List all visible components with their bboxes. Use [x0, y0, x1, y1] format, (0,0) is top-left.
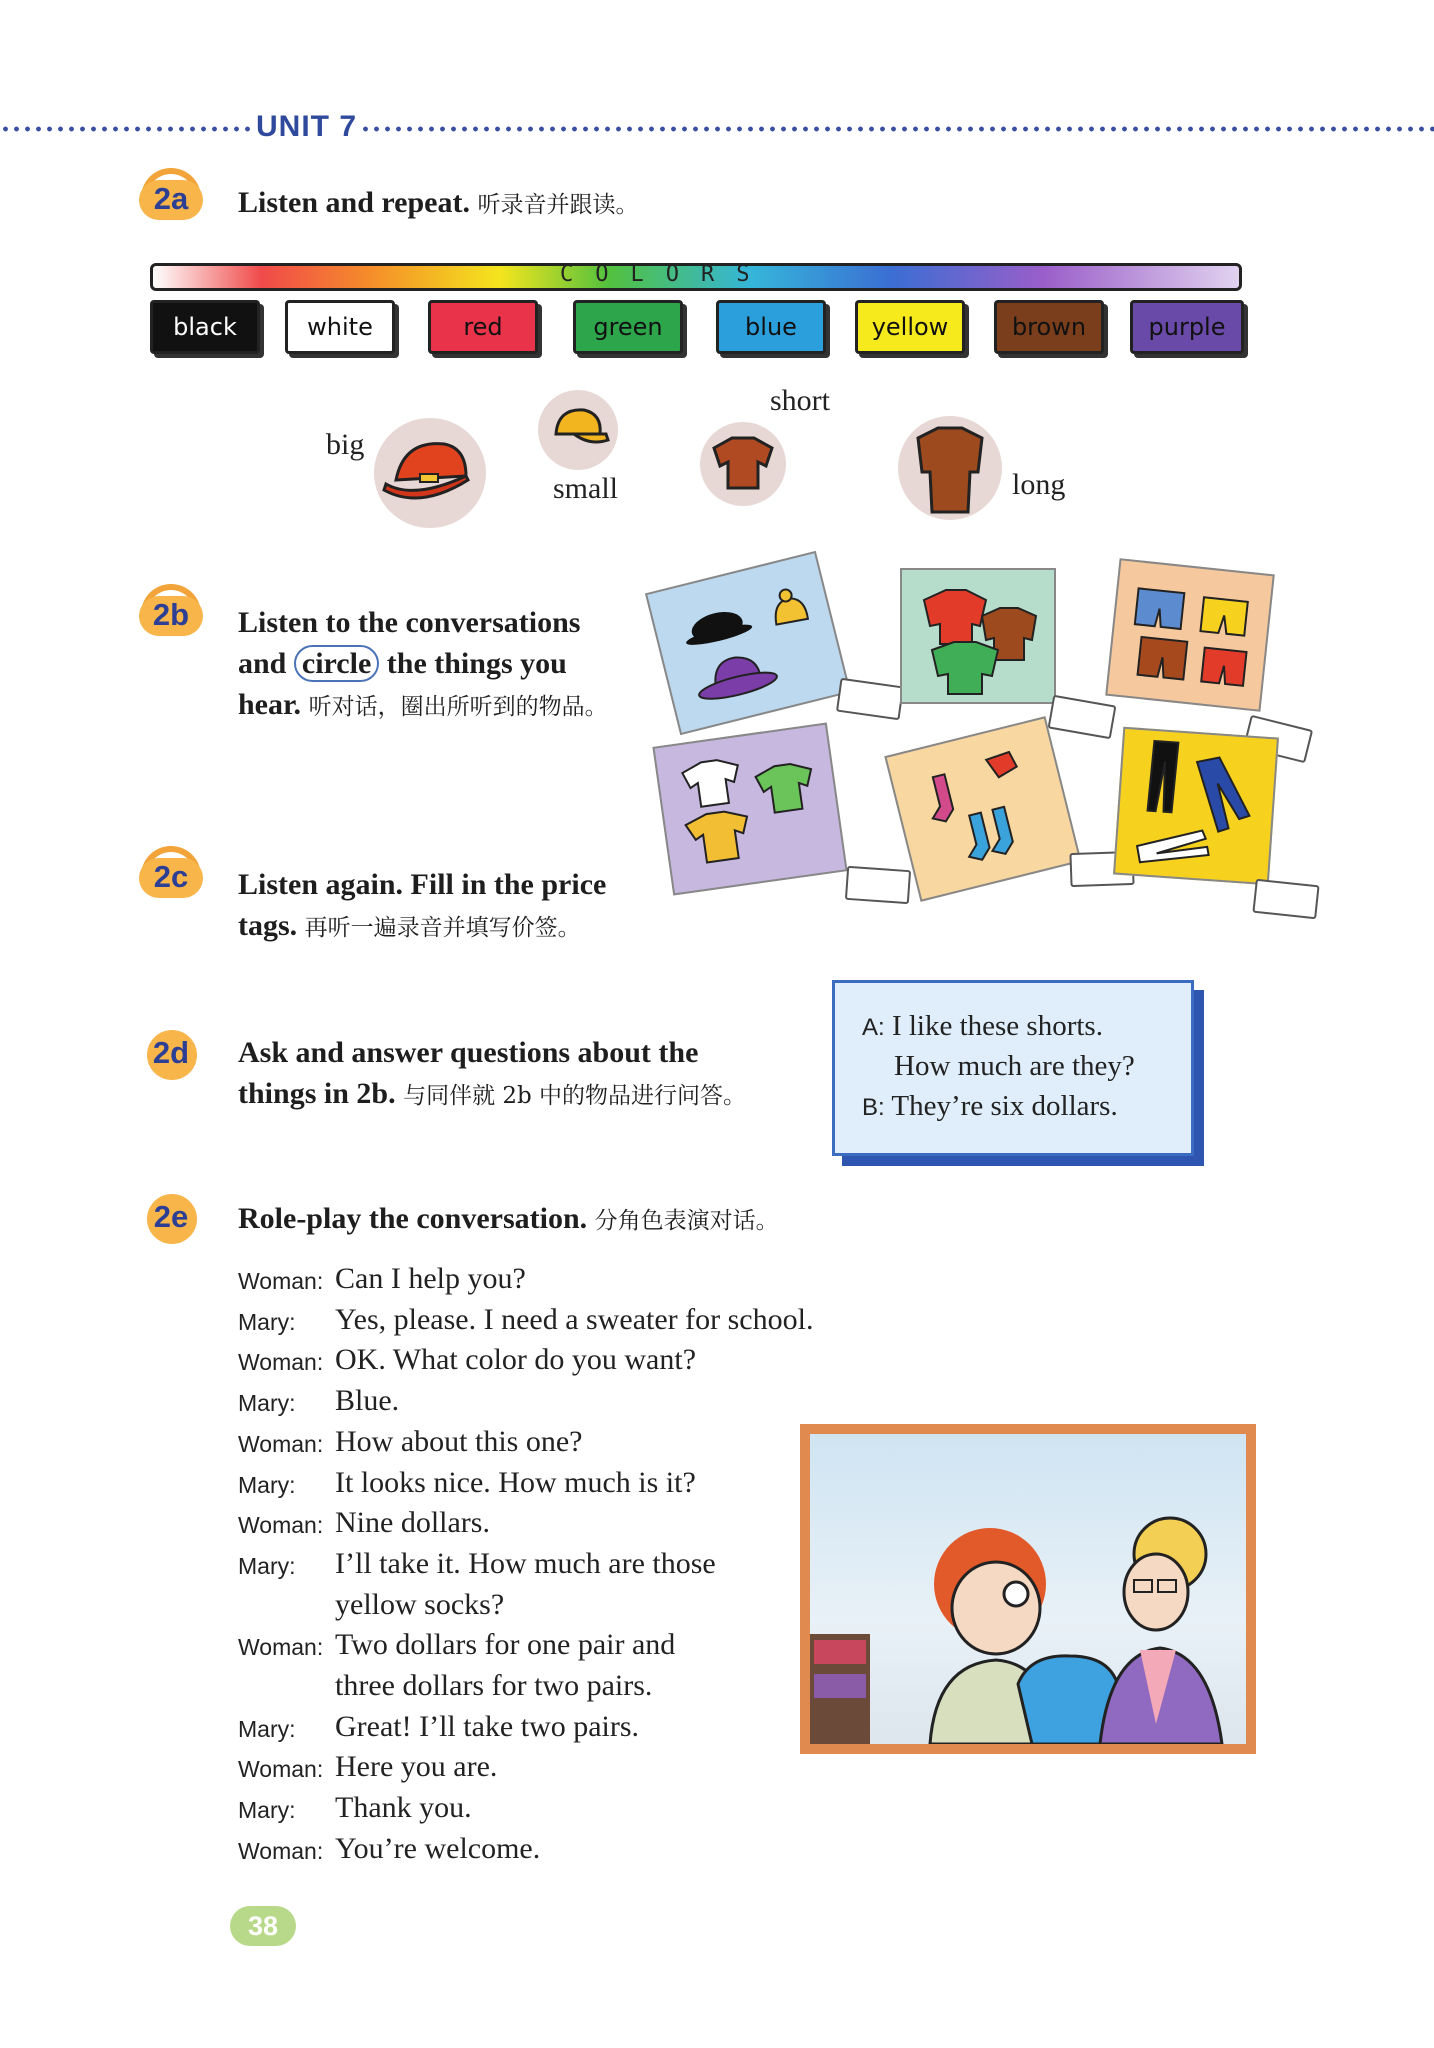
headphones-badge-2b: 2b: [133, 584, 209, 638]
dialogue-speaker: Mary:: [238, 1553, 296, 1579]
shorts-icon: [1107, 560, 1272, 709]
color-chip-brown: brown: [994, 300, 1104, 354]
colors-word: COLORS: [560, 262, 772, 287]
dialogue-line: Nine dollars.: [335, 1506, 490, 1539]
dialogue-speaker: Woman:: [238, 1634, 324, 1660]
size-label-long: long: [1012, 468, 1066, 501]
dialogue-speaker: Woman:: [238, 1756, 324, 1782]
circled-word: circle: [294, 645, 379, 682]
board-socks: [884, 716, 1081, 902]
headphones-badge-2c: 2c: [133, 846, 209, 900]
color-chip-green: green: [573, 300, 683, 354]
dialogue-speaker: Woman:: [238, 1349, 324, 1375]
dialogue-speaker: Mary:: [238, 1309, 296, 1335]
pants-icon: [1115, 729, 1277, 883]
shop-illustration: [800, 1424, 1256, 1754]
badge-2d: 2d: [133, 1028, 209, 1082]
dialogue-speaker: Woman:: [238, 1431, 324, 1457]
small-cap-picture: [538, 390, 618, 470]
dialogue-speaker: Woman:: [238, 1512, 324, 1538]
dialogue-line: How about this one?: [335, 1425, 583, 1458]
color-chip-yellow: yellow: [855, 300, 965, 354]
price-tag[interactable]: [836, 678, 904, 721]
board-sweaters: [900, 568, 1056, 704]
header-dotted-rule-left: [0, 126, 250, 132]
heading-2d: Ask and answer questions about the things in 2b. 与同伴就 2b 中的物品进行问答。: [238, 1036, 747, 1110]
dialogue-line: Can I help you?: [335, 1262, 526, 1295]
dialogue-line: Blue.: [335, 1384, 400, 1417]
heading-2b: Listen to the conversations and circle the things you hear. 听对话，圈出所听到的物品。: [238, 606, 608, 721]
color-chip-white: white: [285, 300, 395, 354]
dialogue-line: yellow socks?: [335, 1588, 505, 1621]
unit-title: UNIT 7: [256, 110, 358, 143]
dialogue-line: OK. What color do you want?: [335, 1343, 697, 1376]
badge-2e: 2e: [133, 1192, 209, 1246]
example-line-a: A: I like these shorts.: [862, 1010, 1103, 1042]
long-shirt-picture: [898, 416, 1002, 520]
board-shorts: [1105, 558, 1275, 712]
dialogue-line: Thank you.: [335, 1791, 472, 1824]
dialogue-speaker: Mary:: [238, 1390, 296, 1416]
dialogue-line: I’ll take it. How much are those: [335, 1547, 716, 1580]
size-label-short: short: [770, 384, 830, 417]
dialogue-line: It looks nice. How much is it?: [335, 1466, 696, 1499]
hats-icon: [647, 553, 848, 732]
red-cap-icon: [374, 418, 486, 528]
dialogue-line: Yes, please. I need a sweater for school.: [335, 1303, 814, 1336]
price-tag[interactable]: [1252, 879, 1319, 920]
dialogue-speaker: Mary:: [238, 1716, 296, 1742]
dialogue-line: Great! I’ll take two pairs.: [335, 1710, 640, 1743]
heading-2e: Role-play the conversation. 分角色表演对话。: [238, 1202, 779, 1235]
example-line-b: B: They’re six dollars.: [862, 1090, 1118, 1122]
board-pants: [1113, 727, 1279, 886]
dialogue-speaker: Woman:: [238, 1268, 324, 1294]
color-chip-purple: purple: [1130, 300, 1244, 354]
shop-scene-picture: [810, 1434, 1246, 1744]
headphones-badge-2a: 2a: [133, 168, 209, 222]
board-tshirts: [652, 722, 847, 895]
dialogue-speaker: Mary:: [238, 1797, 296, 1823]
size-label-small: small: [553, 472, 618, 505]
short-shirt-picture: [700, 422, 786, 506]
dialogue-line: Here you are.: [335, 1750, 498, 1783]
board-hats: [645, 551, 851, 735]
example-line-a2: How much are they?: [894, 1050, 1135, 1082]
color-chip-blue: blue: [716, 300, 826, 354]
socks-icon: [887, 719, 1080, 900]
color-chip-black: black: [150, 300, 260, 354]
header-dotted-rule-right: [360, 126, 1434, 132]
big-cap-picture: [374, 418, 486, 528]
sweaters-icon: [902, 570, 1054, 702]
size-label-big: big: [326, 428, 365, 461]
heading-2c: Listen again. Fill in the price tags. 再听一遍录音并填写价签。: [238, 868, 607, 942]
dialogue-line: three dollars for two pairs.: [335, 1669, 653, 1702]
color-chip-red: red: [428, 300, 538, 354]
page-number: 38: [230, 1906, 296, 1946]
long-shirt-icon: [898, 416, 1002, 520]
dialogue-line: You’re welcome.: [335, 1832, 541, 1865]
dialogue-speaker: Mary:: [238, 1472, 296, 1498]
dialogue-speaker: Woman:: [238, 1838, 324, 1864]
price-tag[interactable]: [845, 866, 911, 904]
price-tag[interactable]: [1048, 695, 1117, 740]
heading-2a: Listen and repeat. 听录音并跟读。: [238, 186, 639, 219]
dialogue-line: Two dollars for one pair and: [335, 1628, 676, 1661]
tshirts-icon: [655, 725, 846, 894]
short-shirt-icon: [700, 422, 786, 506]
yellow-cap-icon: [538, 390, 618, 470]
